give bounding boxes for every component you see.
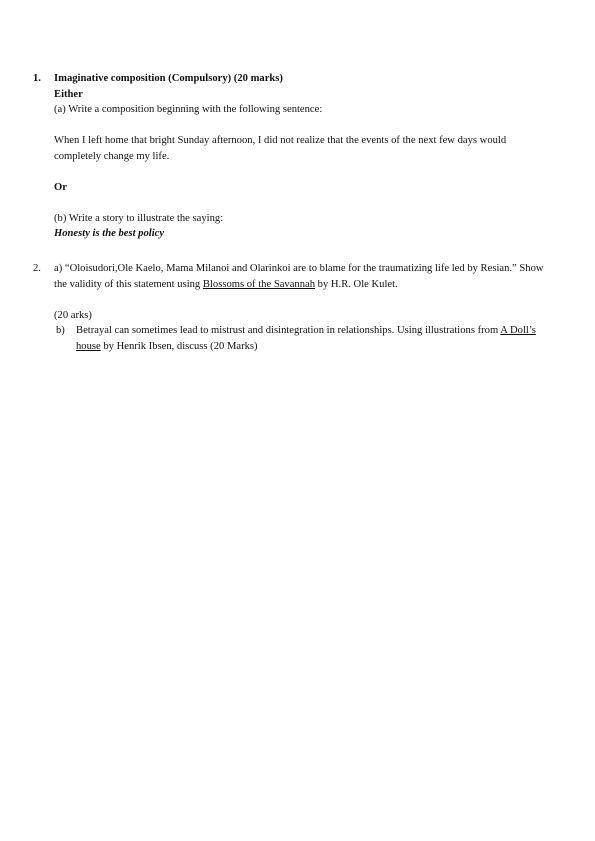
or-label: Or: [54, 181, 67, 193]
question-2b-label: b): [56, 325, 65, 336]
question-1-number: 1.: [33, 73, 41, 84]
opening-sentence: When I left home that bright Sunday afternoon, I did not realize that the events of the next few days would completely change my life.: [54, 135, 507, 162]
question-2a-author: by H.R. Ole Kulet.: [315, 278, 398, 290]
question-2a-intro: a) “Oloisudori,Ole Kaelo, Mama Milanoi and Olarinkoi are to blame for the traumatizing life led by Resian.” Show the validity of this statement using: [54, 263, 544, 290]
question-2b: [56, 323, 555, 354]
saying-text: Honesty is the best policy: [54, 228, 165, 239]
question-2a-marks: (20 arks): [54, 309, 92, 321]
question-1-body: [54, 71, 555, 242]
question-2-number: 2.: [33, 263, 41, 274]
part-b-prompt: (b) Write a story to illustrate the saying:: [54, 212, 224, 224]
question-1: [33, 71, 555, 242]
part-a-prompt: (a) Write a composition beginning with the following sentence:: [54, 104, 323, 115]
question-2a-text: [54, 261, 555, 292]
question-2-body: [54, 261, 555, 354]
either-label: Either: [54, 88, 83, 100]
question-2: [33, 261, 555, 354]
question-2b-tail: by Henrik Ibsen, discuss (20 Marks): [100, 340, 258, 352]
question-2b-intro: Betrayal can sometimes lead to mistrust and disintegration in relationships. Using illustrations from: [76, 325, 501, 336]
book-title-dolls-house: A Doll’s house: [76, 325, 536, 352]
question-1-title: Imaginative composition (Compulsory) (20 marks): [54, 73, 283, 84]
book-title-blossoms: Blossoms of the Savannah: [202, 278, 315, 290]
